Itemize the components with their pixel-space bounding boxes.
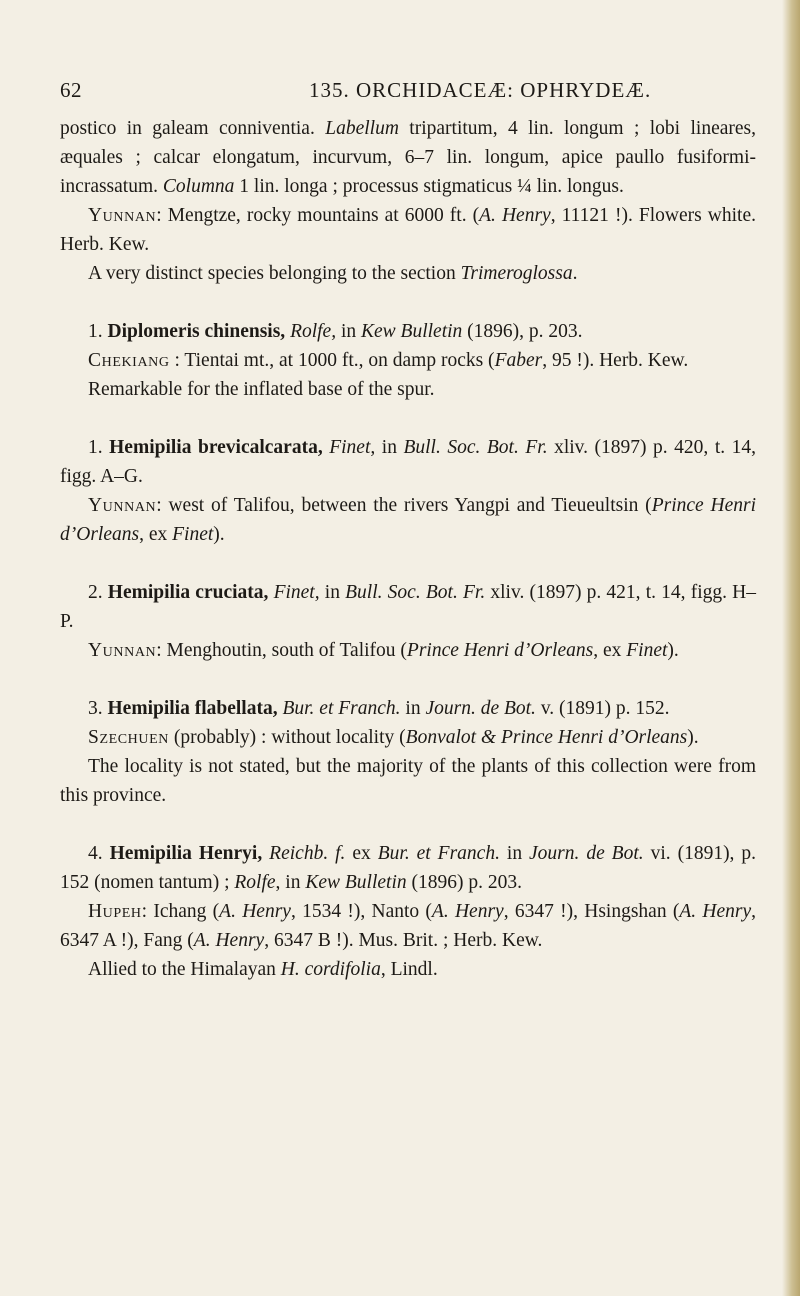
species-heading-hemipilia-flabellata: 3. Hemipilia flabellata, Bur. et Franch. in Journ. de Bot. v. (1891) p. 152. — [88, 698, 670, 719]
description-paragraph: postico in galeam conniventia. Labellum tripartitum, 4 lin. longum ; lobi lineares, æquales ; calcar elongatum, incurvum, 6–7 lin. longum, apice paullo fusiformi-incrassatum. Columna 1 lin. longa ; processus stigmaticus ¼ lin. longus. — [60, 118, 757, 197]
running-title: 135. ORCHIDACEÆ: OPHRYDEÆ. — [309, 78, 652, 102]
species-heading-hemipilia-brevicalcarata: 1. Hemipilia brevicalcarata, Finet, in Bull. Soc. Bot. Fr. xliv. (1897) p. 420, t. 14, figg. A–G. — [60, 437, 757, 487]
page-edge-shadow — [782, 0, 800, 1296]
page-body — [60, 114, 756, 984]
remark-paragraph: Remarkable for the inflated base of the spur. — [88, 379, 435, 400]
species-heading-hemipilia-henryi: 4. Hemipilia Henryi, Reichb. f. ex Bur. et Franch. in Journ. de Bot. vi. (1891), p. 152 (nomen tantum) ; Rolfe, in Kew Bulletin (1896) p. 203. — [60, 843, 757, 893]
locality-paragraph: Hupeh: Ichang (A. Henry, 1534 !), Nanto (A. Henry, 6347 !), Hsingshan (A. Henry, 6347 A !), Fang (A. Henry, 6347 B !). Mus. Brit. ; Herb. Kew. — [60, 901, 756, 951]
remark-paragraph: The locality is not stated, but the majority of the plants of this collection were from this province. — [60, 756, 756, 806]
running-header — [60, 78, 756, 106]
locality-paragraph: Yunnan: Menghoutin, south of Talifou (Prince Henri d’Orleans, ex Finet). — [88, 640, 679, 661]
locality-paragraph: Yunnan: west of Talifou, between the rivers Yangpi and Tieueultsin (Prince Henri d’Orleans, ex Finet). — [60, 495, 756, 545]
species-heading-diplomeris: 1. Diplomeris chinensis, Rolfe, in Kew Bulletin (1896), p. 203. — [88, 321, 583, 342]
locality-paragraph: Chekiang : Tientai mt., at 1000 ft., on damp rocks (Faber, 95 !). Herb. Kew. — [88, 350, 689, 371]
locality-paragraph: Yunnan: Mengtze, rocky mountains at 6000 ft. (A. Henry, 11121 !). Flowers white. Herb. Kew. — [60, 205, 756, 255]
affinity-paragraph: Allied to the Himalayan H. cordifolia, Lindl. — [88, 959, 438, 980]
book-page — [60, 78, 757, 980]
note-paragraph: A very distinct species belonging to the section Trimeroglossa. — [88, 263, 578, 284]
species-heading-hemipilia-cruciata: 2. Hemipilia cruciata, Finet, in Bull. Soc. Bot. Fr. xliv. (1897) p. 421, t. 14, figg. H–P. — [60, 582, 757, 632]
locality-paragraph: Szechuen (probably) : without locality (Bonvalot & Prince Henri d’Orleans). — [88, 727, 699, 748]
page-number: 62 — [60, 78, 82, 102]
